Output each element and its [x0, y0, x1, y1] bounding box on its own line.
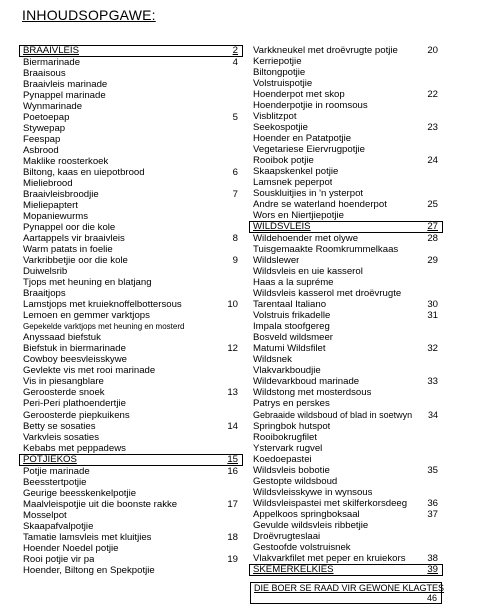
toc-entry	[250, 199, 442, 210]
toc-entry	[250, 376, 442, 387]
toc-entry-name: Souskluitjies in 'n ysterpot	[253, 188, 364, 200]
toc-entry	[20, 288, 242, 299]
toc-entry-page: 37	[427, 508, 438, 520]
toc-entry	[250, 520, 442, 531]
toc-entry-name: Wildsvleis en uie kasserol	[253, 266, 363, 278]
toc-entry-name: Gepekelde varktjops met heuning en mosterd	[23, 322, 185, 332]
toc-entry-name: Geurige beesskenkelpotjie	[23, 487, 137, 499]
toc-entry	[20, 299, 242, 310]
toc-entry	[250, 542, 442, 553]
toc-entry-name: Gestoofde volstruisnek	[253, 541, 351, 553]
toc-entry-page: 9	[232, 255, 238, 267]
toc-entry-page: 16	[227, 465, 238, 477]
toc-entry-name: Stywepap	[23, 123, 66, 135]
toc-entry-name: Gebraaide wildsboud of blad in soetwyn	[253, 409, 413, 420]
toc-entry-page: 25	[427, 199, 438, 211]
toc-entry-name: Vegetariese Eiervrugpotjie	[253, 144, 365, 156]
toc-entry	[250, 277, 442, 288]
toc-entry-name: Biefstuk in biermarinade	[23, 343, 126, 355]
toc-entry-name: Potjie marinade	[23, 465, 90, 477]
toc-entry	[20, 233, 242, 244]
toc-entry-name: Wildsvleis bobotie	[253, 464, 330, 476]
toc-entry-name: Wors en Niertjiepotjie	[253, 210, 344, 222]
toc-entry-name: Mieliebrood	[23, 178, 73, 190]
toc-entry-name: Appelkoos springboksaal	[253, 508, 360, 520]
toc-entry-name: Braaitjops	[23, 288, 66, 300]
toc-entry-name: Skaapskenkel potjie	[253, 166, 339, 178]
toc-entry-page: 5	[232, 112, 238, 124]
toc-entry-name: Vlakvarkfilet met peper en kruiekors	[253, 552, 406, 564]
toc-entry-name: Warm patats in foelie	[23, 244, 113, 256]
toc-entry-name: Wildehoender met olywe	[253, 233, 359, 245]
toc-entry	[250, 332, 442, 343]
toc-entry	[250, 166, 442, 177]
toc-entry-name: Kerriepotjie	[253, 56, 302, 68]
toc-entry-name: Pynappel oor die kole	[23, 222, 116, 234]
left-column	[20, 45, 242, 576]
toc-entry-name: Duiwelsrib	[23, 266, 68, 278]
toc-entry-page: 22	[427, 89, 438, 101]
toc-entry	[250, 78, 442, 89]
toc-entry-name: Seekospotjie	[253, 122, 308, 134]
toc-entry-page: 12	[227, 343, 238, 355]
toc-entry-name: Varkribbetjie oor die kole	[23, 255, 128, 267]
toc-entry-name: SKEMERKELKIES	[253, 564, 334, 575]
toc-entry-page: 15	[227, 453, 238, 465]
toc-entry-name: Beesstertpotjie	[23, 476, 87, 488]
toc-entry	[20, 532, 242, 543]
toc-entry-page: 23	[427, 122, 438, 134]
toc-entry	[250, 343, 442, 354]
toc-entry-page: 7	[232, 189, 238, 201]
toc-entry-name: Varkvleis sosaties	[23, 431, 100, 443]
toc-entry-page: 29	[427, 255, 438, 267]
toc-entry-name: Vis in piesangblare	[23, 376, 104, 388]
toc-entry-name: Ystervark rugvel	[253, 442, 323, 454]
toc-entry-name: Tuisgemaakte Roomkrummelkaas	[253, 244, 399, 256]
toc-entry	[20, 211, 242, 222]
toc-entry-name: Gevulde wildsvleis ribbetjie	[253, 519, 369, 531]
toc-entry-name: Biltong, kaas en uiepotbrood	[23, 167, 145, 179]
toc-entry	[250, 498, 442, 509]
toc-entry-name: Aartappels vir braaivleis	[23, 233, 125, 245]
toc-entry	[20, 222, 242, 233]
toc-entry	[20, 321, 242, 332]
toc-entry-page: 35	[427, 464, 438, 476]
toc-entry	[250, 398, 442, 409]
toc-entry	[20, 387, 242, 398]
toc-entry-page: 28	[427, 233, 438, 245]
toc-entry	[250, 67, 442, 78]
toc-entry-name: Mopaniewurms	[23, 211, 89, 223]
toc-entry	[20, 134, 242, 145]
toc-entry	[250, 553, 442, 564]
closing-entry-page: 46	[426, 593, 437, 603]
toc-entry-name: Tarentaal Italiano	[253, 299, 327, 311]
toc-entry	[250, 476, 442, 487]
toc-entry	[250, 255, 442, 266]
toc-entry-name: Wynmarinade	[23, 101, 83, 113]
toc-entry-page: 34	[427, 409, 438, 420]
toc-entry	[20, 477, 242, 488]
toc-entry-name: Bosveld wildsmeer	[253, 332, 333, 344]
toc-entry	[250, 56, 442, 67]
toc-entry	[20, 421, 242, 432]
toc-entry	[250, 188, 442, 199]
toc-entry-page: 30	[427, 299, 438, 311]
toc-entry	[250, 365, 442, 376]
toc-entry	[20, 90, 242, 101]
toc-entry-name: Skaapafvalpotjie	[23, 520, 94, 532]
toc-entry	[20, 432, 242, 443]
toc-entry	[20, 466, 242, 477]
toc-entry-name: Droëvrugteslaai	[253, 530, 321, 542]
toc-entry-name: Maklike roosterkoek	[23, 156, 109, 168]
toc-entry	[20, 277, 242, 288]
closing-entry	[250, 582, 445, 604]
toc-entry-name: Geroosterde piepkuikens	[23, 409, 130, 421]
toc-entry-name: Varkkneukel met droëvrugte potjie	[253, 45, 398, 56]
toc-entry	[20, 200, 242, 211]
toc-entry	[250, 155, 442, 166]
toc-entry	[250, 387, 442, 398]
toc-entry	[250, 288, 442, 299]
toc-entry	[20, 57, 242, 68]
toc-entry	[250, 421, 442, 432]
toc-entry	[20, 167, 242, 178]
toc-entry	[250, 177, 442, 188]
section-header	[19, 454, 243, 466]
toc-entry-name: Lamsnek peperpot	[253, 177, 333, 189]
toc-entry	[20, 554, 242, 565]
toc-entry-page: 17	[227, 498, 238, 510]
toc-entry-name: Braaisous	[23, 68, 66, 80]
toc-entry-name: Volstruispotjie	[253, 78, 313, 90]
toc-entry-page: 10	[227, 299, 238, 311]
toc-entry	[250, 321, 442, 332]
toc-entry-name: Tamatie lamsvleis met kluitjies	[23, 531, 152, 543]
toc-entry-name: Wildslewer	[253, 255, 300, 267]
section-header	[249, 221, 443, 233]
toc-entry	[250, 111, 442, 122]
toc-entry-name: Lemoen en gemmer varktjops	[23, 310, 150, 322]
closing-entry-name: DIE BOER SE RAAD VIR GEWONE KLAGTES	[254, 583, 445, 593]
toc-entry-page: 8	[232, 233, 238, 245]
toc-entry-name: Haas a la supréme	[253, 277, 334, 289]
toc-entry-name: Lamstjops met kruieknoffelbottersous	[23, 299, 182, 311]
toc-entry	[250, 454, 442, 465]
toc-entry-name: Poetoepap	[23, 112, 70, 124]
toc-entry-name: Matumi Wildsfilet	[253, 343, 326, 355]
toc-entry-name: Rooibok potjie	[253, 155, 314, 167]
section-header	[19, 45, 243, 57]
toc-entry	[20, 510, 242, 521]
toc-entry	[20, 112, 242, 123]
toc-entry	[250, 122, 442, 133]
toc-entry-name: Geroosterde snoek	[23, 387, 105, 399]
toc-entry	[20, 376, 242, 387]
toc-entry	[20, 189, 242, 200]
toc-entry	[250, 89, 442, 100]
toc-entry	[250, 244, 442, 255]
toc-entry-name: Betty se sosaties	[23, 420, 96, 432]
toc-entry-name: Vlakvarkboudjie	[253, 365, 321, 377]
toc-entry-page: 38	[427, 552, 438, 564]
toc-entry-name: Cowboy beesvleisskywe	[23, 354, 127, 366]
toc-entry-page: 14	[227, 420, 238, 432]
toc-entry	[250, 133, 442, 144]
toc-entry-name: Patrys en perskes	[253, 398, 330, 410]
toc-entry-name: Rooibokrugfilet	[253, 431, 317, 443]
toc-entry	[20, 255, 242, 266]
toc-entry-name: Peri-Peri plathoendertjie	[23, 398, 126, 410]
toc-entry-name: Maalvleispotjie uit die boonste rakke	[23, 498, 178, 510]
toc-entry	[20, 521, 242, 532]
toc-entry-page: 32	[427, 343, 438, 355]
toc-entry-page: 39	[427, 563, 438, 575]
toc-entry-page: 4	[232, 57, 238, 68]
toc-entry-name: Biermarinade	[23, 57, 81, 68]
toc-entry-name: Braaivleis marinade	[23, 79, 108, 91]
toc-entry-page: 33	[427, 376, 438, 388]
toc-entry	[20, 68, 242, 79]
toc-entry	[250, 210, 442, 221]
toc-entry-name: Hoender Noedel potjie	[23, 542, 119, 554]
toc-entry	[20, 310, 242, 321]
toc-entry-name: Wildsvleispastei met skilferkorsdeeg	[253, 497, 408, 509]
toc-entry-name: BRAAIVLEIS	[23, 46, 79, 56]
toc-entry	[250, 531, 442, 542]
toc-entry-name: Springbok hutspot	[253, 420, 331, 432]
toc-entry-name: Mieliepaptert	[23, 200, 78, 212]
toc-entry	[20, 145, 242, 156]
toc-entry-name: Kebabs met peppadews	[23, 442, 126, 454]
toc-entry-name: Visblitzpot	[253, 111, 297, 123]
toc-entry	[20, 123, 242, 134]
toc-entry-name: Hoenderpotjie in roomsous	[253, 100, 368, 112]
toc-entry	[20, 398, 242, 409]
toc-entry	[250, 310, 442, 321]
toc-entry-name: Wildstong met mosterdsous	[253, 387, 372, 399]
toc-entry	[20, 266, 242, 277]
toc-entry-name: Wildevarkboud marinade	[253, 376, 360, 388]
toc-entry-name: Koedoepastei	[253, 453, 312, 465]
right-column	[250, 45, 442, 576]
toc-entry-page: 24	[427, 155, 438, 167]
toc-entry	[250, 233, 442, 244]
toc-entry	[20, 343, 242, 354]
toc-entry	[20, 499, 242, 510]
toc-entry-name: Rooi potjie vir pa	[23, 553, 95, 565]
toc-entry	[250, 299, 442, 310]
toc-entry-name: Hoender, Biltong en Spekpotjie	[23, 564, 155, 576]
toc-entry	[20, 443, 242, 454]
toc-entry-page: 18	[227, 531, 238, 543]
toc-entry-name: Wildsvleisskywe in wynsous	[253, 486, 373, 498]
toc-entry-page: 36	[427, 497, 438, 509]
toc-entry	[250, 266, 442, 277]
page-title: INHOUDSOPGAWE:	[22, 7, 156, 23]
toc-entry	[20, 488, 242, 499]
toc-entry-page: 13	[227, 387, 238, 399]
toc-entry-page: 2	[232, 45, 238, 56]
toc-entry-name: Volstruis frikadelle	[253, 310, 331, 322]
toc-entry-name: Anyssaad biefstuk	[23, 332, 101, 344]
toc-entry-name: Gestopte wildsboud	[253, 475, 338, 487]
toc-entry-page: 20	[427, 45, 438, 56]
toc-entry-name: WILDSVLEIS	[253, 222, 311, 233]
toc-entry	[250, 487, 442, 498]
toc-entry	[250, 443, 442, 454]
toc-entry-name: Asbrood	[23, 145, 59, 157]
toc-entry	[250, 354, 442, 365]
toc-entry-name: Feespap	[23, 134, 61, 146]
toc-entry	[250, 45, 442, 56]
toc-entry	[250, 509, 442, 520]
toc-entry-name: Braaivleisbroodjie	[23, 189, 99, 201]
toc-entry-name: Hoender en Patatpotjie	[253, 133, 352, 145]
toc-entry-name: Tjops met heuning en blatjang	[23, 277, 152, 289]
toc-entry-page: 6	[232, 167, 238, 179]
toc-entry-page: 19	[227, 553, 238, 565]
toc-entry	[20, 354, 242, 365]
toc-entry-name: Wildsvleis kasserol met droëvrugte	[253, 288, 402, 300]
toc-entry-name: Impala stoofgereg	[253, 321, 330, 333]
toc-entry	[20, 332, 242, 343]
section-header	[249, 564, 443, 576]
toc-entry	[20, 79, 242, 90]
toc-entry-name: POTJIEKOS	[23, 454, 77, 465]
toc-entry-name: Hoenderpot met skop	[253, 89, 345, 101]
toc-entry	[20, 156, 242, 167]
toc-entry-name: Wildsnek	[253, 354, 292, 366]
toc-entry	[250, 410, 442, 421]
toc-entry	[20, 543, 242, 554]
toc-entry	[250, 100, 442, 111]
toc-entry	[250, 465, 442, 476]
toc-entry-page: 27	[427, 221, 438, 233]
toc-entry	[20, 365, 242, 376]
toc-entry-name: Biltongpotjie	[253, 67, 306, 79]
toc-entry	[20, 178, 242, 189]
toc-entry-name: Andre se waterland hoenderpot	[253, 199, 387, 211]
toc-entry-page: 31	[427, 310, 438, 322]
toc-entry	[20, 410, 242, 421]
toc-entry	[20, 244, 242, 255]
toc-entry-name: Pynappel marinade	[23, 90, 106, 102]
toc-entry-name: Mosselpot	[23, 509, 67, 521]
toc-entry	[250, 432, 442, 443]
toc-entry	[20, 565, 242, 576]
toc-entry-name: Gevlekte vis met rooi marinade	[23, 365, 156, 377]
toc-entry	[20, 101, 242, 112]
toc-entry	[250, 144, 442, 155]
